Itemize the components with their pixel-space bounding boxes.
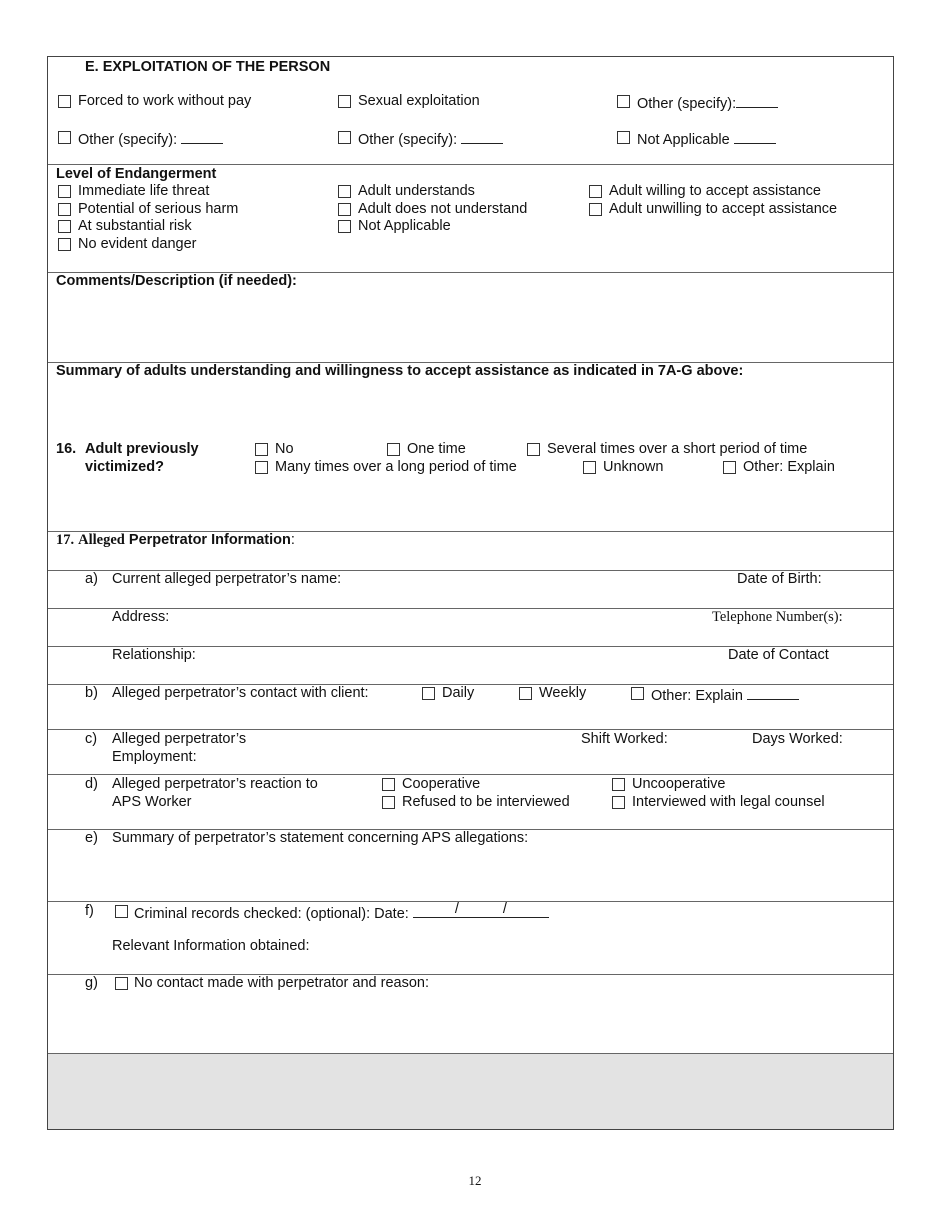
reaction-uncooperative-checkbox[interactable] (612, 778, 625, 791)
victimized-no-checkbox[interactable] (255, 443, 268, 456)
reaction-refused-label: Refused to be interviewed (402, 794, 570, 810)
item-b-letter: b) (85, 685, 98, 701)
willingness-option: Adult unwilling to accept assistance (609, 201, 838, 217)
forced-work-checkbox[interactable] (58, 95, 71, 108)
q17-title: 17. Alleged Perpetrator Information: (56, 532, 295, 548)
contact-other-checkbox[interactable] (631, 687, 644, 700)
q16-label-line2: victimized? (85, 459, 164, 475)
other-specify-2-checkbox[interactable] (58, 131, 71, 144)
divider (48, 774, 893, 775)
not-applicable-e-checkbox[interactable] (617, 131, 630, 144)
no-contact-checkbox[interactable] (115, 977, 128, 990)
relevant-information-label: Relevant Information obtained: (112, 938, 310, 954)
understanding-na-checkbox[interactable] (338, 220, 351, 233)
adult-willing-checkbox[interactable] (589, 185, 602, 198)
item-a-letter: a) (85, 571, 98, 587)
reaction-label-line1: Alleged perpetrator’s reaction to (112, 776, 318, 792)
q16-label-line1: Adult previously (85, 441, 199, 457)
page-number: 12 (468, 1173, 482, 1188)
victimized-no-label: No (275, 441, 294, 457)
criminal-records-date-field[interactable]: / / (413, 903, 549, 918)
victimized-other-checkbox[interactable] (723, 461, 736, 474)
other-specify-1-label: Other (specify): (637, 93, 778, 113)
reaction-label-line2: APS Worker (112, 794, 192, 810)
reaction-cooperative-checkbox[interactable] (382, 778, 395, 791)
contact-with-client-label: Alleged perpetrator’s contact with client: (112, 685, 369, 701)
understanding-option: Not Applicable (358, 218, 451, 234)
endangerment-option: Potential of serious harm (78, 201, 239, 217)
contact-weekly-label: Weekly (539, 685, 587, 701)
criminal-records-checkbox[interactable] (115, 905, 128, 918)
section-e-heading: E. EXPLOITATION OF THE PERSON (85, 59, 331, 75)
endangerment-heading: Level of Endangerment (56, 166, 217, 182)
form-page (47, 56, 894, 1130)
other-specify-2-label: Other (specify): (78, 129, 223, 149)
perpetrator-name-label: Current alleged perpetrator’s name: (112, 571, 342, 587)
relationship-label: Relationship: (112, 647, 196, 663)
contact-other-field[interactable] (747, 685, 799, 700)
days-worked-label: Days Worked: (752, 731, 843, 747)
item-d-letter: d) (85, 776, 98, 792)
other-specify-1-field[interactable] (736, 93, 778, 108)
item-e-letter: e) (85, 830, 98, 846)
forced-work-label: Forced to work without pay (78, 93, 252, 109)
comments-label: Comments/Description (if needed): (56, 273, 297, 289)
not-applicable-e-field[interactable] (734, 129, 776, 144)
victimized-other-label: Other: Explain (743, 459, 835, 475)
victimized-unknown-checkbox[interactable] (583, 461, 596, 474)
sexual-exploitation-checkbox[interactable] (338, 95, 351, 108)
other-specify-1-checkbox[interactable] (617, 95, 630, 108)
divider (48, 901, 893, 902)
victimized-several-label: Several times over a short period of time (547, 441, 808, 457)
shaded-footer-area (48, 1053, 893, 1129)
perpetrator-statement-label: Summary of perpetrator’s statement concerning APS allegations: (112, 830, 529, 846)
no-contact-label: No contact made with perpetrator and reason: (134, 975, 429, 991)
reaction-legal-counsel-checkbox[interactable] (612, 796, 625, 809)
contact-daily-checkbox[interactable] (422, 687, 435, 700)
endangerment-option: Immediate life threat (78, 183, 210, 199)
contact-daily-label: Daily (442, 685, 475, 701)
shift-worked-label: Shift Worked: (581, 731, 668, 747)
date-of-contact-label: Date of Contact (728, 647, 829, 663)
willingness-option: Adult willing to accept assistance (609, 183, 821, 199)
criminal-records-label: Criminal records checked: (optional): Date: / / (134, 903, 549, 923)
no-evident-danger-checkbox[interactable] (58, 238, 71, 251)
adult-unwilling-checkbox[interactable] (589, 203, 602, 216)
potential-harm-checkbox[interactable] (58, 203, 71, 216)
q16-number: 16. (56, 441, 77, 457)
divider (48, 164, 893, 165)
summary-label: Summary of adults understanding and willingness to accept assistance as indicated in 7A-G above: (56, 363, 744, 379)
victimized-many-label: Many times over a long period of time (275, 459, 517, 475)
reaction-refused-checkbox[interactable] (382, 796, 395, 809)
victimized-several-checkbox[interactable] (527, 443, 540, 456)
date-of-birth-label: Date of Birth: (737, 571, 822, 587)
not-applicable-e-label: Not Applicable (637, 129, 776, 149)
understanding-option: Adult does not understand (358, 201, 528, 217)
contact-weekly-checkbox[interactable] (519, 687, 532, 700)
item-c-letter: c) (85, 731, 98, 747)
other-specify-3-label: Other (specify): (358, 129, 503, 149)
adult-not-understand-checkbox[interactable] (338, 203, 351, 216)
victimized-one-time-checkbox[interactable] (387, 443, 400, 456)
divider (48, 729, 893, 730)
item-f-letter: f) (85, 903, 94, 919)
sexual-exploitation-label: Sexual exploitation (358, 93, 480, 109)
item-g-letter: g) (85, 975, 98, 991)
understanding-option: Adult understands (358, 183, 475, 199)
endangerment-option: At substantial risk (78, 218, 192, 234)
endangerment-option: No evident danger (78, 236, 197, 252)
victimized-unknown-label: Unknown (603, 459, 664, 475)
reaction-cooperative-label: Cooperative (402, 776, 481, 792)
contact-other-label: Other: Explain (651, 685, 799, 705)
address-label: Address: (112, 609, 170, 625)
victimized-many-checkbox[interactable] (255, 461, 268, 474)
immediate-life-threat-checkbox[interactable] (58, 185, 71, 198)
employment-label-line1: Alleged perpetrator’s (112, 731, 247, 747)
adult-understands-checkbox[interactable] (338, 185, 351, 198)
other-specify-2-field[interactable] (181, 129, 223, 144)
telephone-label: Telephone Number(s): (712, 609, 843, 625)
victimized-one-time-label: One time (407, 441, 466, 457)
other-specify-3-checkbox[interactable] (338, 131, 351, 144)
reaction-legal-counsel-label: Interviewed with legal counsel (632, 794, 825, 810)
substantial-risk-checkbox[interactable] (58, 220, 71, 233)
other-specify-3-field[interactable] (461, 129, 503, 144)
reaction-uncooperative-label: Uncooperative (632, 776, 726, 792)
employment-label-line2: Employment: (112, 749, 197, 765)
